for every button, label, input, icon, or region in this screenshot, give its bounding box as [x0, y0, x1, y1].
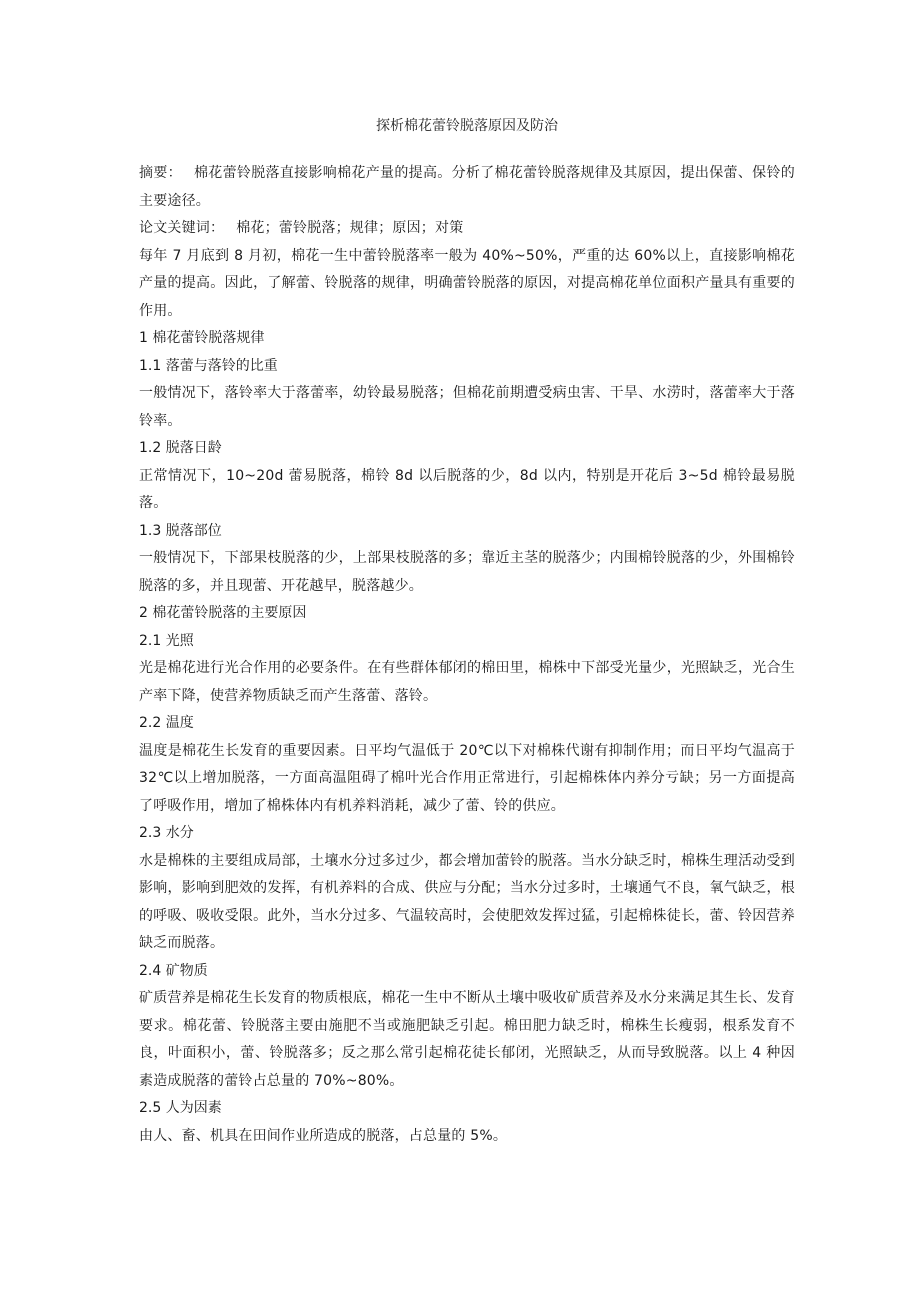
- subsection-text-2-2: 温度是棉花生长发育的重要因素。日平均气温低于 20℃以下对棉株代谢有抑制作用；而日平均气温高于 32℃以上增加脱落，一方面高温阻碍了棉叶光合作用正常进行，引起棉株体内养分亏缺；另一方面提高了呼吸作用，增加了棉株体内有机养料消耗，减少了蕾、铃的供应。: [139, 742, 795, 814]
- subsection-heading-1-2: 1.2 脱落日龄: [139, 440, 222, 456]
- intro-paragraph: 每年 7 月底到 8 月初，棉花一生中蕾铃脱落率一般为 40%~50%，严重的达 60%以上，直接影响棉花产量的提高。因此，了解蕾、铃脱落的规律，明确蕾铃脱落的原因，对提高棉花单位面积产量具有重要的作用。: [139, 247, 795, 319]
- subsection-text-2-5: 由人、畜、机具在田间作业所造成的脱落，占总量的 5%。: [139, 1127, 508, 1144]
- subsection-heading-2-5: 2.5 人为因素: [139, 1100, 222, 1116]
- subsection-text-2-1: 光是棉花进行光合作用的必要条件。在有些群体郁闭的棉田里，棉株中下部受光量少，光照缺乏，光合生产率下降，使营养物质缺乏而产生落蕾、落铃。: [139, 660, 795, 704]
- subsection-heading-2-2: 2.2 温度: [139, 715, 194, 731]
- abstract-label: 摘要：: [139, 165, 182, 181]
- subsection-heading-2-3: 2.3 水分: [139, 825, 194, 841]
- keywords-label: 论文关键词：: [139, 220, 225, 236]
- section-heading-2: 2 棉花蕾铃脱落的主要原因: [139, 605, 307, 621]
- keywords-text: 棉花；蕾铃脱落；规律；原因；对策: [236, 220, 464, 236]
- subsection-heading-2-1: 2.1 光照: [139, 632, 194, 649]
- document-title: 探析棉花蕾铃脱落原因及防治: [376, 118, 558, 134]
- abstract-paragraph: [139, 160, 795, 215]
- subsection-heading-2-4: 2.4 矿物质: [139, 962, 208, 979]
- document-page: [139, 112, 795, 1150]
- subsection-text-1-3: 一般情况下，下部果枝脱落的少，上部果枝脱落的多；靠近主茎的脱落少；内围棉铃脱落的少，外围棉铃脱落的多，并且现蕾、开花越早，脱落越少。: [139, 550, 795, 594]
- subsection-heading-1-1: 1.1 落蕾与落铃的比重: [139, 357, 278, 374]
- subsection-heading-1-3: 1.3 脱落部位: [139, 522, 222, 539]
- keywords-paragraph: [139, 215, 795, 243]
- subsection-text-2-3: 水是棉株的主要组成局部，土壤水分过多过少，都会增加蕾铃的脱落。当水分缺乏时，棉株生理活动受到影响，影响到肥效的发挥，有机养料的合成、供应与分配；当水分过多时，土壤通气不良，氧气缺乏，根的呼吸、吸收受限。此外，当水分过多、气温较高时，会使肥效发挥过猛，引起棉株徒长，蕾、铃因营养缺乏而脱落。: [139, 852, 795, 951]
- subsection-text-2-4: 矿质营养是棉花生长发育的物质根底，棉花一生中不断从土壤中吸收矿质营养及水分来满足其生长、发育要求。棉花蕾、铃脱落主要由施肥不当或施肥缺乏引起。棉田肥力缺乏时，棉株生长瘦弱，根系发育不良，叶面积小，蕾、铃脱落多；反之那么常引起棉花徒长郁闭，光照缺乏，从而导致脱落。以上 4 种因素造成脱落的蕾铃占总量的 70%~80%。: [139, 990, 795, 1089]
- subsection-text-1-1: 一般情况下，落铃率大于落蕾率，幼铃最易脱落；但棉花前期遭受病虫害、干旱、水涝时，落蕾率大于落铃率。: [139, 385, 795, 429]
- subsection-text-1-2: 正常情况下，10~20d 蕾易脱落，棉铃 8d 以后脱落的少，8d 以内，特别是开花后 3~5d 棉铃最易脱落。: [139, 467, 795, 511]
- abstract-text: 棉花蕾铃脱落直接影响棉花产量的提高。分析了棉花蕾铃脱落规律及其原因，提出保蕾、保铃的主要途径。: [139, 165, 795, 209]
- section-heading-1: 1 棉花蕾铃脱落规律: [139, 330, 265, 346]
